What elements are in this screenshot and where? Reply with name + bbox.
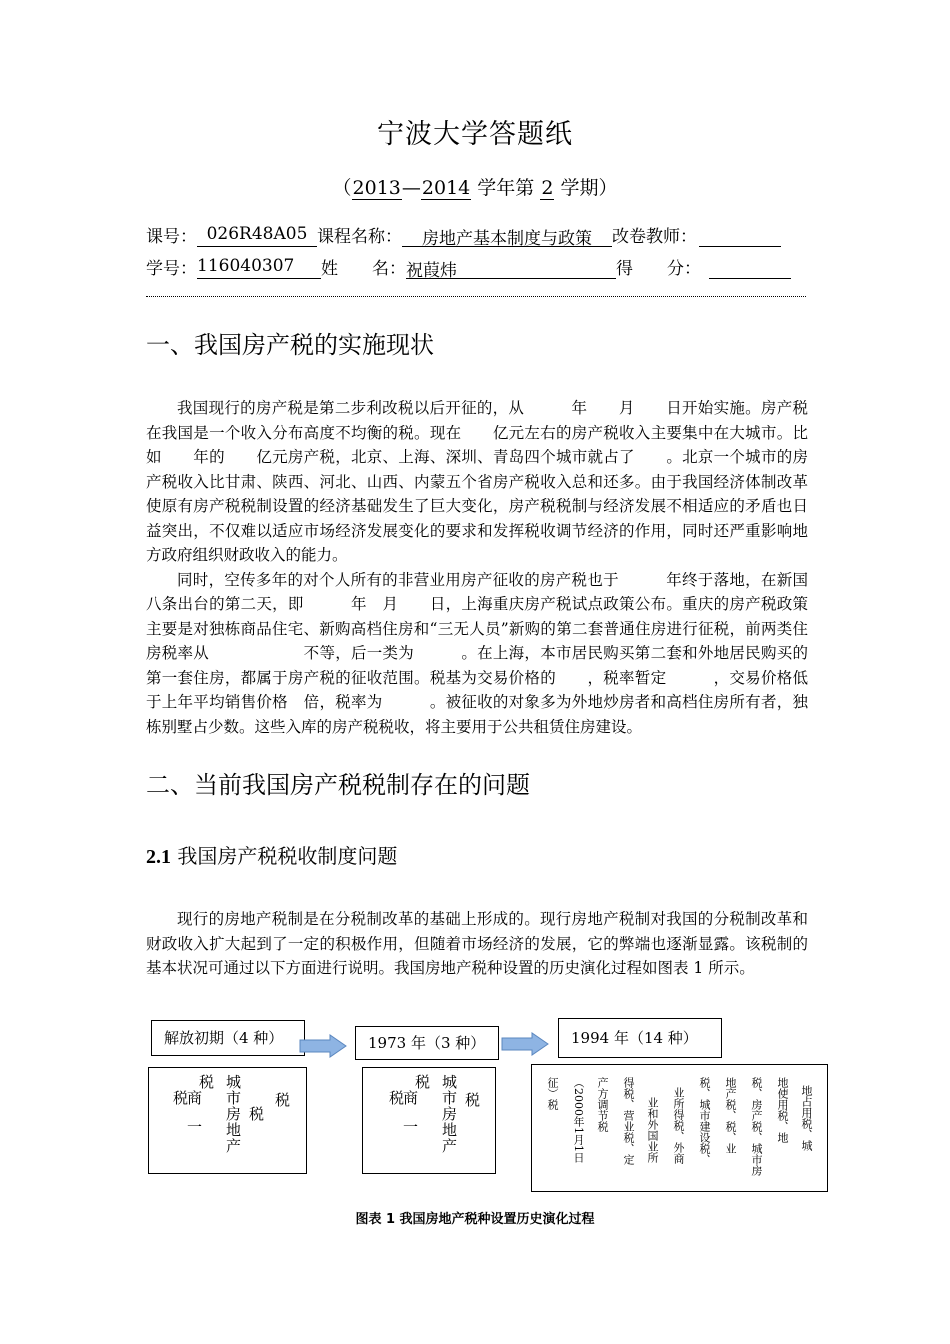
tax-item: 征）税 [546,1077,559,1110]
form-row-1 [146,222,781,247]
tax-item: 城市房地产 [224,1074,242,1154]
term-line: （2013—2014 学年第 2 学期） [332,177,618,199]
stage-3-box: 1994 年（14 种） [558,1018,722,1058]
section-2-body [146,907,808,981]
tax-item: 地使用税、地 [776,1077,789,1143]
tax-item: （2000年1月1日 [572,1077,585,1163]
semester: 2 [541,177,554,199]
tax-item: 税 [247,1106,265,1122]
year-end: 2014 [421,177,471,199]
name-field[interactable]: 祝葭炜 [406,256,616,279]
arrow-right-icon [500,1032,550,1056]
tax-item: 税 [273,1092,291,1108]
tax-item: 税 [413,1074,431,1090]
student-no-field[interactable]: 116040307 [197,256,321,279]
tax-item: 税、房产税、城市房 [750,1077,763,1176]
stage-2-detail-box [362,1067,496,1174]
stage-2-box: 1973 年（3 种） [355,1026,499,1060]
stage-1-box: 解放初期（4 种） [151,1020,305,1056]
teacher-field[interactable] [699,224,781,247]
tax-item: 税 [463,1092,481,1108]
tax-item: 地产税、税、业 [724,1077,737,1154]
tax-item: 税、城市建设税、 [698,1077,711,1165]
course-name-field[interactable]: 房地产基本制度与政策 [402,224,612,247]
tax-item: 业所得税、外商 [672,1087,685,1164]
name-label: 姓 名： [321,259,406,279]
section-2-heading: 二、当前我国房产税税制存在的问题 [146,771,530,799]
course-name-label: 课程名称： [317,227,402,247]
paragraph: 同时，空传多年的对个人所有的非营业用房产征收的房产税也于 年终于落地，在新国八条出台的第二天，即 年 月 日，上海重庆房产税试点政策公布。重庆的房产税政策主要是对独栋商品住宅、新购高档住房和“三无人员”新购的第二套普通住房进行征税，前两类住房税率从 不等，后一类为 。在上海，本市居民购买第二套和外地居民购买的第一套住房，都属于房产税的征收范围。税基为交易价格的 ，税率暂定 ，交易价格低于上年平均销售价格 倍，税率为 。被征收的对象多为外地炒房者和高档住房所有者，独栋别墅占少数。这些入库的房产税税收，将主要用于公共租赁住房建设。 [146,570,808,736]
stage-3-detail-box [531,1064,828,1192]
tax-item: 商一税 [387,1090,419,1148]
score-field[interactable] [709,256,791,279]
tax-item: 地占用税、城 [800,1085,813,1151]
page-title: 宁波大学答题纸 [377,119,573,150]
paragraph: 现行的房地产税制是在分税制改革的基础上形成的。现行房地产税制对我国的分税制改革和财政收入扩大起到了一定的积极作用，但随着市场经济的发展，它的弊端也逐渐显露。该税制的基本状况可通过以下方面进行说明。我国房地产税种设置的历史演化过程如图表 1 所示。 [146,910,808,977]
form-row-2 [146,254,791,279]
tax-item: 税 [197,1074,215,1090]
section-1-heading: 一、我国房产税的实施现状 [146,331,434,359]
dotted-divider [146,296,806,297]
tax-item: 得税、营业税、定 [622,1077,635,1165]
course-no-label: 课号： [146,227,197,247]
year-start: 2013 [352,177,401,199]
tax-item: 商一税 [171,1090,203,1148]
arrow-right-icon [298,1034,348,1058]
subsection-heading: 2.1 我国房产税税收制度问题 [146,844,398,868]
figure-caption: 图表 1 我国房地产税种设置历史演化过程 [355,1212,595,1227]
tax-item: 业和外国业所 [646,1097,659,1163]
student-no-label: 学号： [146,259,197,279]
course-no-field[interactable]: 026R48A05 [197,224,317,247]
section-1-body [146,396,808,739]
teacher-label: 改卷教师： [612,227,697,247]
paragraph: 我国现行的房产税是第二步利改税以后开征的，从 年 月 日开始实施。房产税在我国是一个收入分布高度不均衡的税。现在 亿元左右的房产税收入主要集中在大城市。比如 年的 亿元房产税，北京、上海、深圳、青岛四个城市就占了 。北京一个城市的房产税收入比甘肃、陕西、河北、山西、内蒙五个省房产税收入总和还多。由于我国经济体制改革使原有房产税税制设置的经济基础发生了巨大变化，房产税税制与经济发展不相适应的矛盾也日益突出，不仅难以适应市场经济发展变化的要求和发挥税收调节经济的作用，同时还严重影响地方政府组织财政收入的能力。 [146,399,808,564]
stage-1-detail-box [148,1067,307,1174]
tax-item: 产方调节税 [596,1077,609,1132]
tax-item: 城市房地产 [440,1074,458,1154]
score-label: 得 分： [616,259,701,279]
